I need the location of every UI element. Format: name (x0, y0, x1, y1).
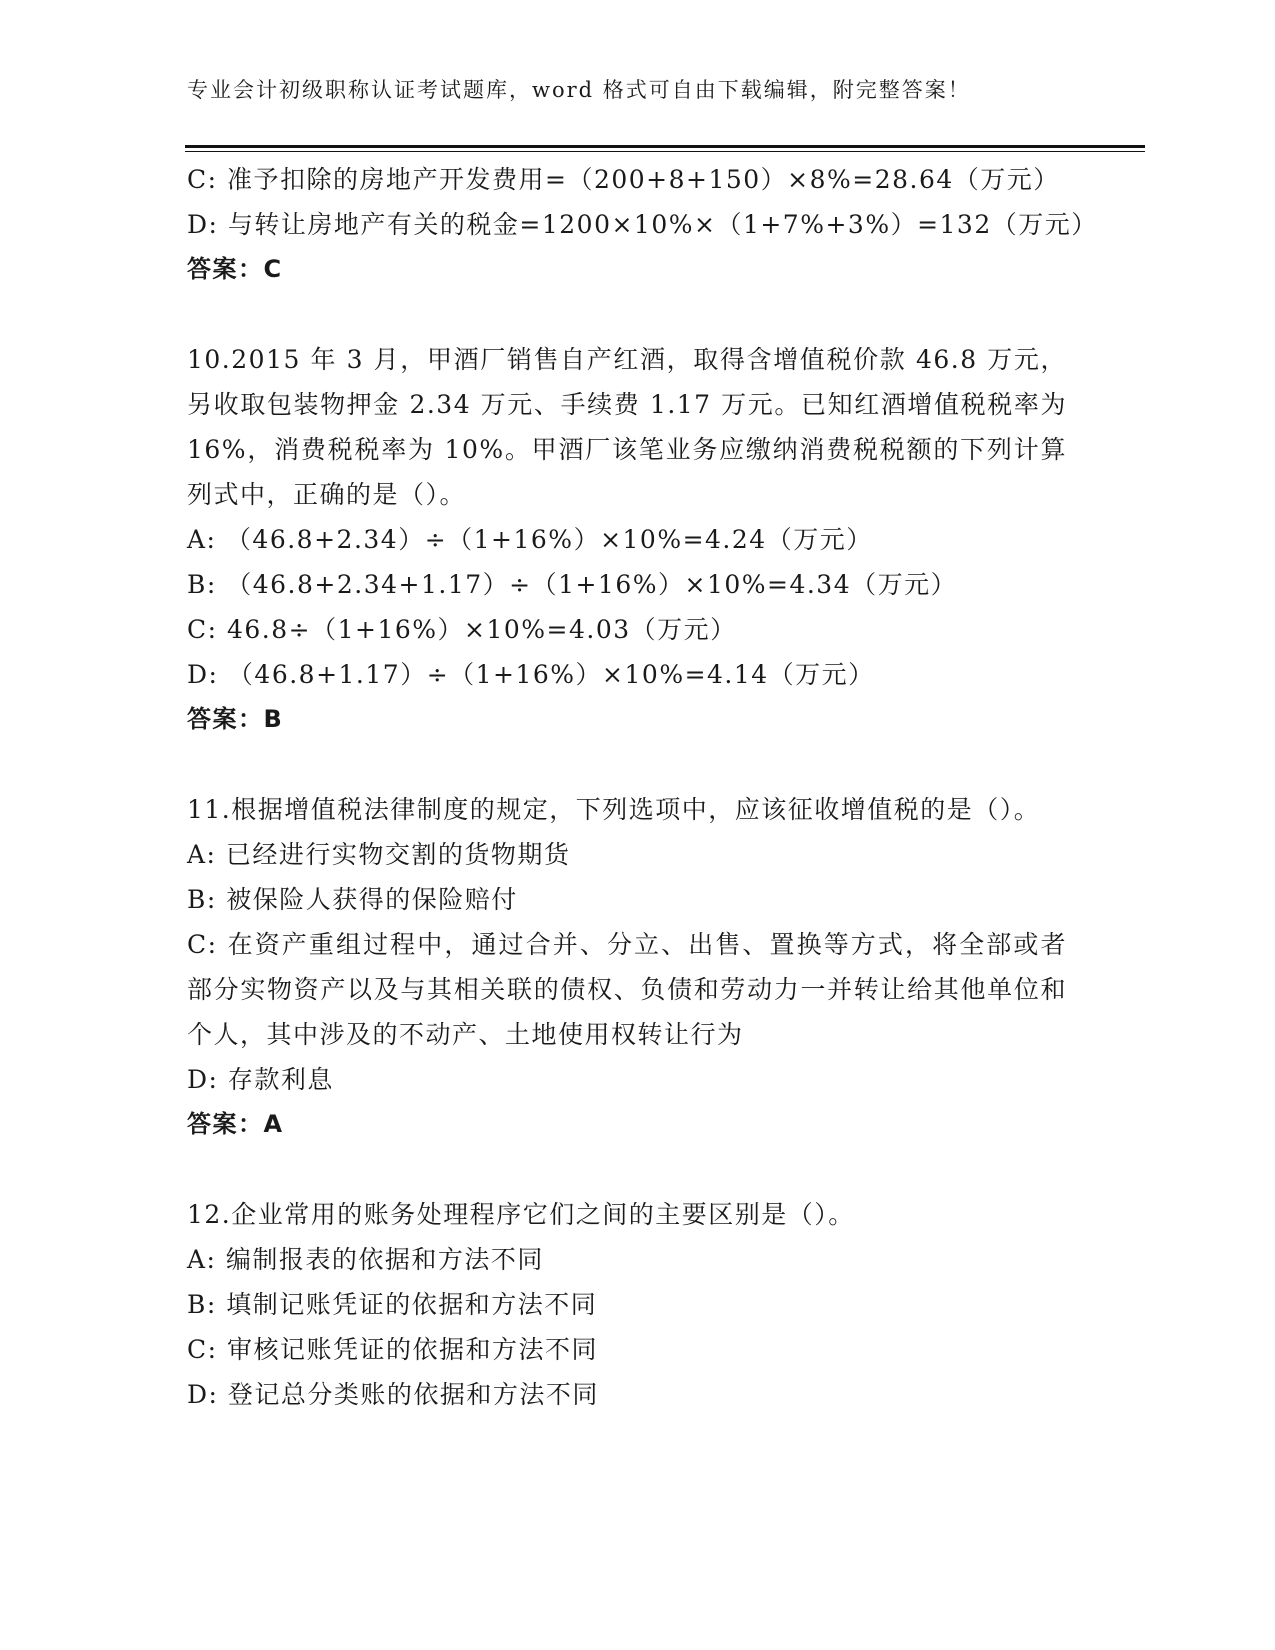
page-header: 专业会计初级职称认证考试题库，word 格式可自由下载编辑，附完整答案！ (187, 78, 971, 102)
question-stem: 11.根据增值税法律制度的规定，下列选项中，应该征收增值税的是（）。 (187, 795, 1041, 824)
spacer (187, 292, 1067, 337)
question-stem: 12.企业常用的账务处理程序它们之间的主要区别是（）。 (187, 1200, 855, 1229)
option-c: C: 在资产重组过程中，通过合并、分立、出售、置换等方式，将全部或者部分实物资产以及与其相关联的债权、负债和劳动力一并转让给其他单位和个人，其中涉及的不动产、土地使用权转让行为 (187, 930, 1067, 1049)
header-rule-thick (185, 145, 1145, 148)
option-d: D: 与转让房地产有关的税金=1200×10%×（1+7%+3%）=132（万元） (187, 210, 1098, 239)
answer: 答案：A (187, 1110, 284, 1138)
question-content (187, 157, 1098, 1417)
option-d: D: （46.8+1.17）÷（1+16%）×10%=4.14（万元） (187, 660, 875, 689)
header-rule-thin (185, 151, 1145, 152)
option-d: D: 存款利息 (187, 1065, 334, 1094)
question-12 (187, 1192, 1067, 1417)
option-b: B: 填制记账凭证的依据和方法不同 (187, 1290, 598, 1319)
question-10 (187, 337, 1067, 742)
option-a: A: 编制报表的依据和方法不同 (187, 1245, 544, 1274)
option-c: C: 46.8÷（1+16%）×10%=4.03（万元） (187, 615, 737, 644)
prev-question (187, 157, 1098, 292)
option-b: B: 被保险人获得的保险赔付 (187, 885, 518, 914)
spacer (187, 1147, 1067, 1192)
question-11 (187, 787, 1067, 1147)
option-a: A: （46.8+2.34）÷（1+16%）×10%=4.24（万元） (187, 525, 873, 554)
answer: 答案：C (187, 255, 283, 283)
answer: 答案：B (187, 705, 284, 733)
question-stem: 10.2015 年 3 月，甲酒厂销售自产红酒，取得含增值税价款 46.8 万元， 另收取包装物押金 2.34 万元、手续费 1.17 万元。已知红酒增值税税率为 16%，消费税税率为 10%。甲酒厂该笔业务应缴纳消费税税额的下列计算列式中，正确的是（）。 (187, 345, 1067, 509)
option-b: B: （46.8+2.34+1.17）÷（1+16%）×10%=4.34（万元） (187, 570, 958, 599)
spacer (187, 742, 1067, 787)
option-d: D: 登记总分类账的依据和方法不同 (187, 1380, 599, 1409)
option-a: A: 已经进行实物交割的货物期货 (187, 840, 571, 869)
option-c: C: 准予扣除的房地产开发费用=（200+8+150）×8%=28.64（万元） (187, 165, 1060, 194)
option-c: C: 审核记账凭证的依据和方法不同 (187, 1335, 598, 1364)
